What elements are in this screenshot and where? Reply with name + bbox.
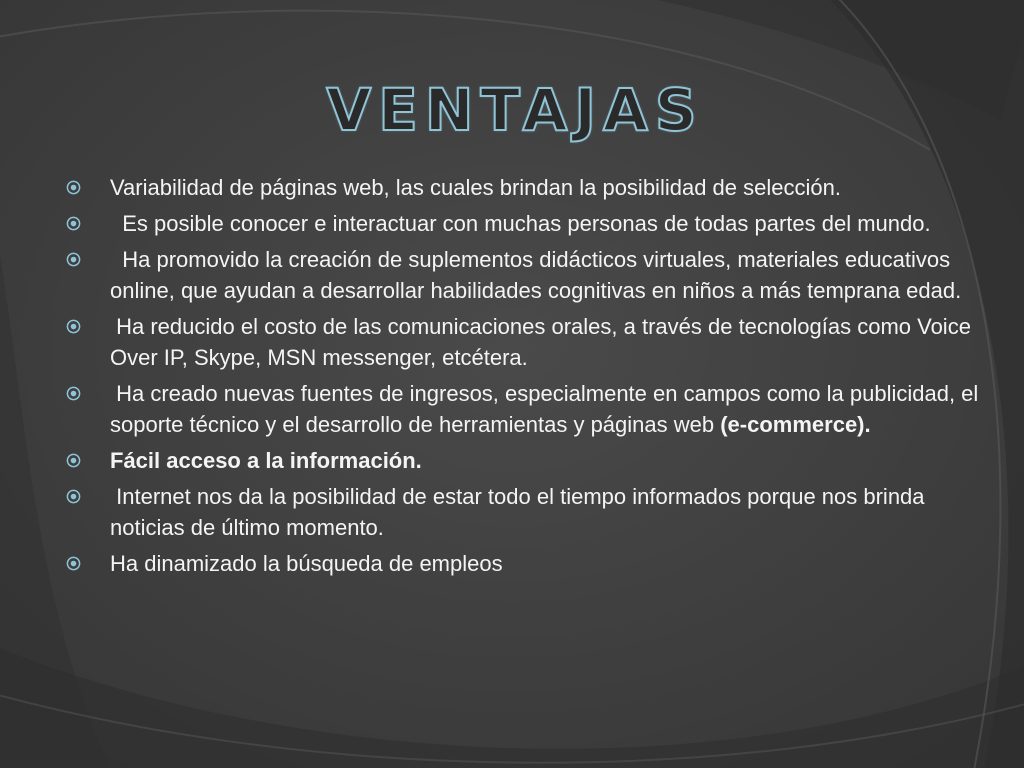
bullet-text: Internet nos da la posibilidad de estar todo el tiempo informados porque nos brinda noticias de último momento. (110, 484, 931, 540)
target-circle-icon (66, 252, 81, 267)
bullet-text: Ha promovido la creación de suplementos didácticos virtuales, materiales educativos online, que ayudan a desarrollar habilidades cognitivas en niños a más temprana edad. (110, 247, 962, 303)
bullet-list (66, 172, 988, 584)
bullet-text: Ha creado nuevas fuentes de ingresos, especialmente en campos como la publicidad, el soporte técnico y el desarrollo de herramientas y páginas web (110, 381, 985, 437)
target-circle-icon (66, 453, 81, 468)
bullet-item (66, 208, 988, 239)
target-circle-icon (66, 319, 81, 334)
bullet-item (66, 172, 988, 203)
bullet-text: Es posible conocer e interactuar con muchas personas de todas partes del mundo. (110, 211, 931, 236)
bullet-item (66, 548, 988, 579)
bullet-item (66, 481, 988, 543)
bullet-item (66, 378, 988, 440)
target-circle-icon (66, 386, 81, 401)
bullet-text: Fácil acceso a la información. (110, 448, 422, 473)
bullet-text: Variabilidad de páginas web, las cuales brindan la posibilidad de selección. (110, 175, 841, 200)
target-circle-icon (66, 216, 81, 231)
bullet-item (66, 311, 988, 373)
bullet-item (66, 244, 988, 306)
bullet-text: Ha reducido el costo de las comunicaciones orales, a través de tecnologías como Voice Over IP, Skype, MSN messenger, etcétera. (110, 314, 978, 370)
target-circle-icon (66, 556, 81, 571)
bullet-text: Ha dinamizado la búsqueda de empleos (110, 551, 503, 576)
bullet-bold-text: (e-commerce). (720, 412, 871, 437)
bullet-item (66, 445, 988, 476)
target-circle-icon (66, 489, 81, 504)
slide-title: VENTAJAS (326, 76, 704, 144)
target-circle-icon (66, 180, 81, 195)
